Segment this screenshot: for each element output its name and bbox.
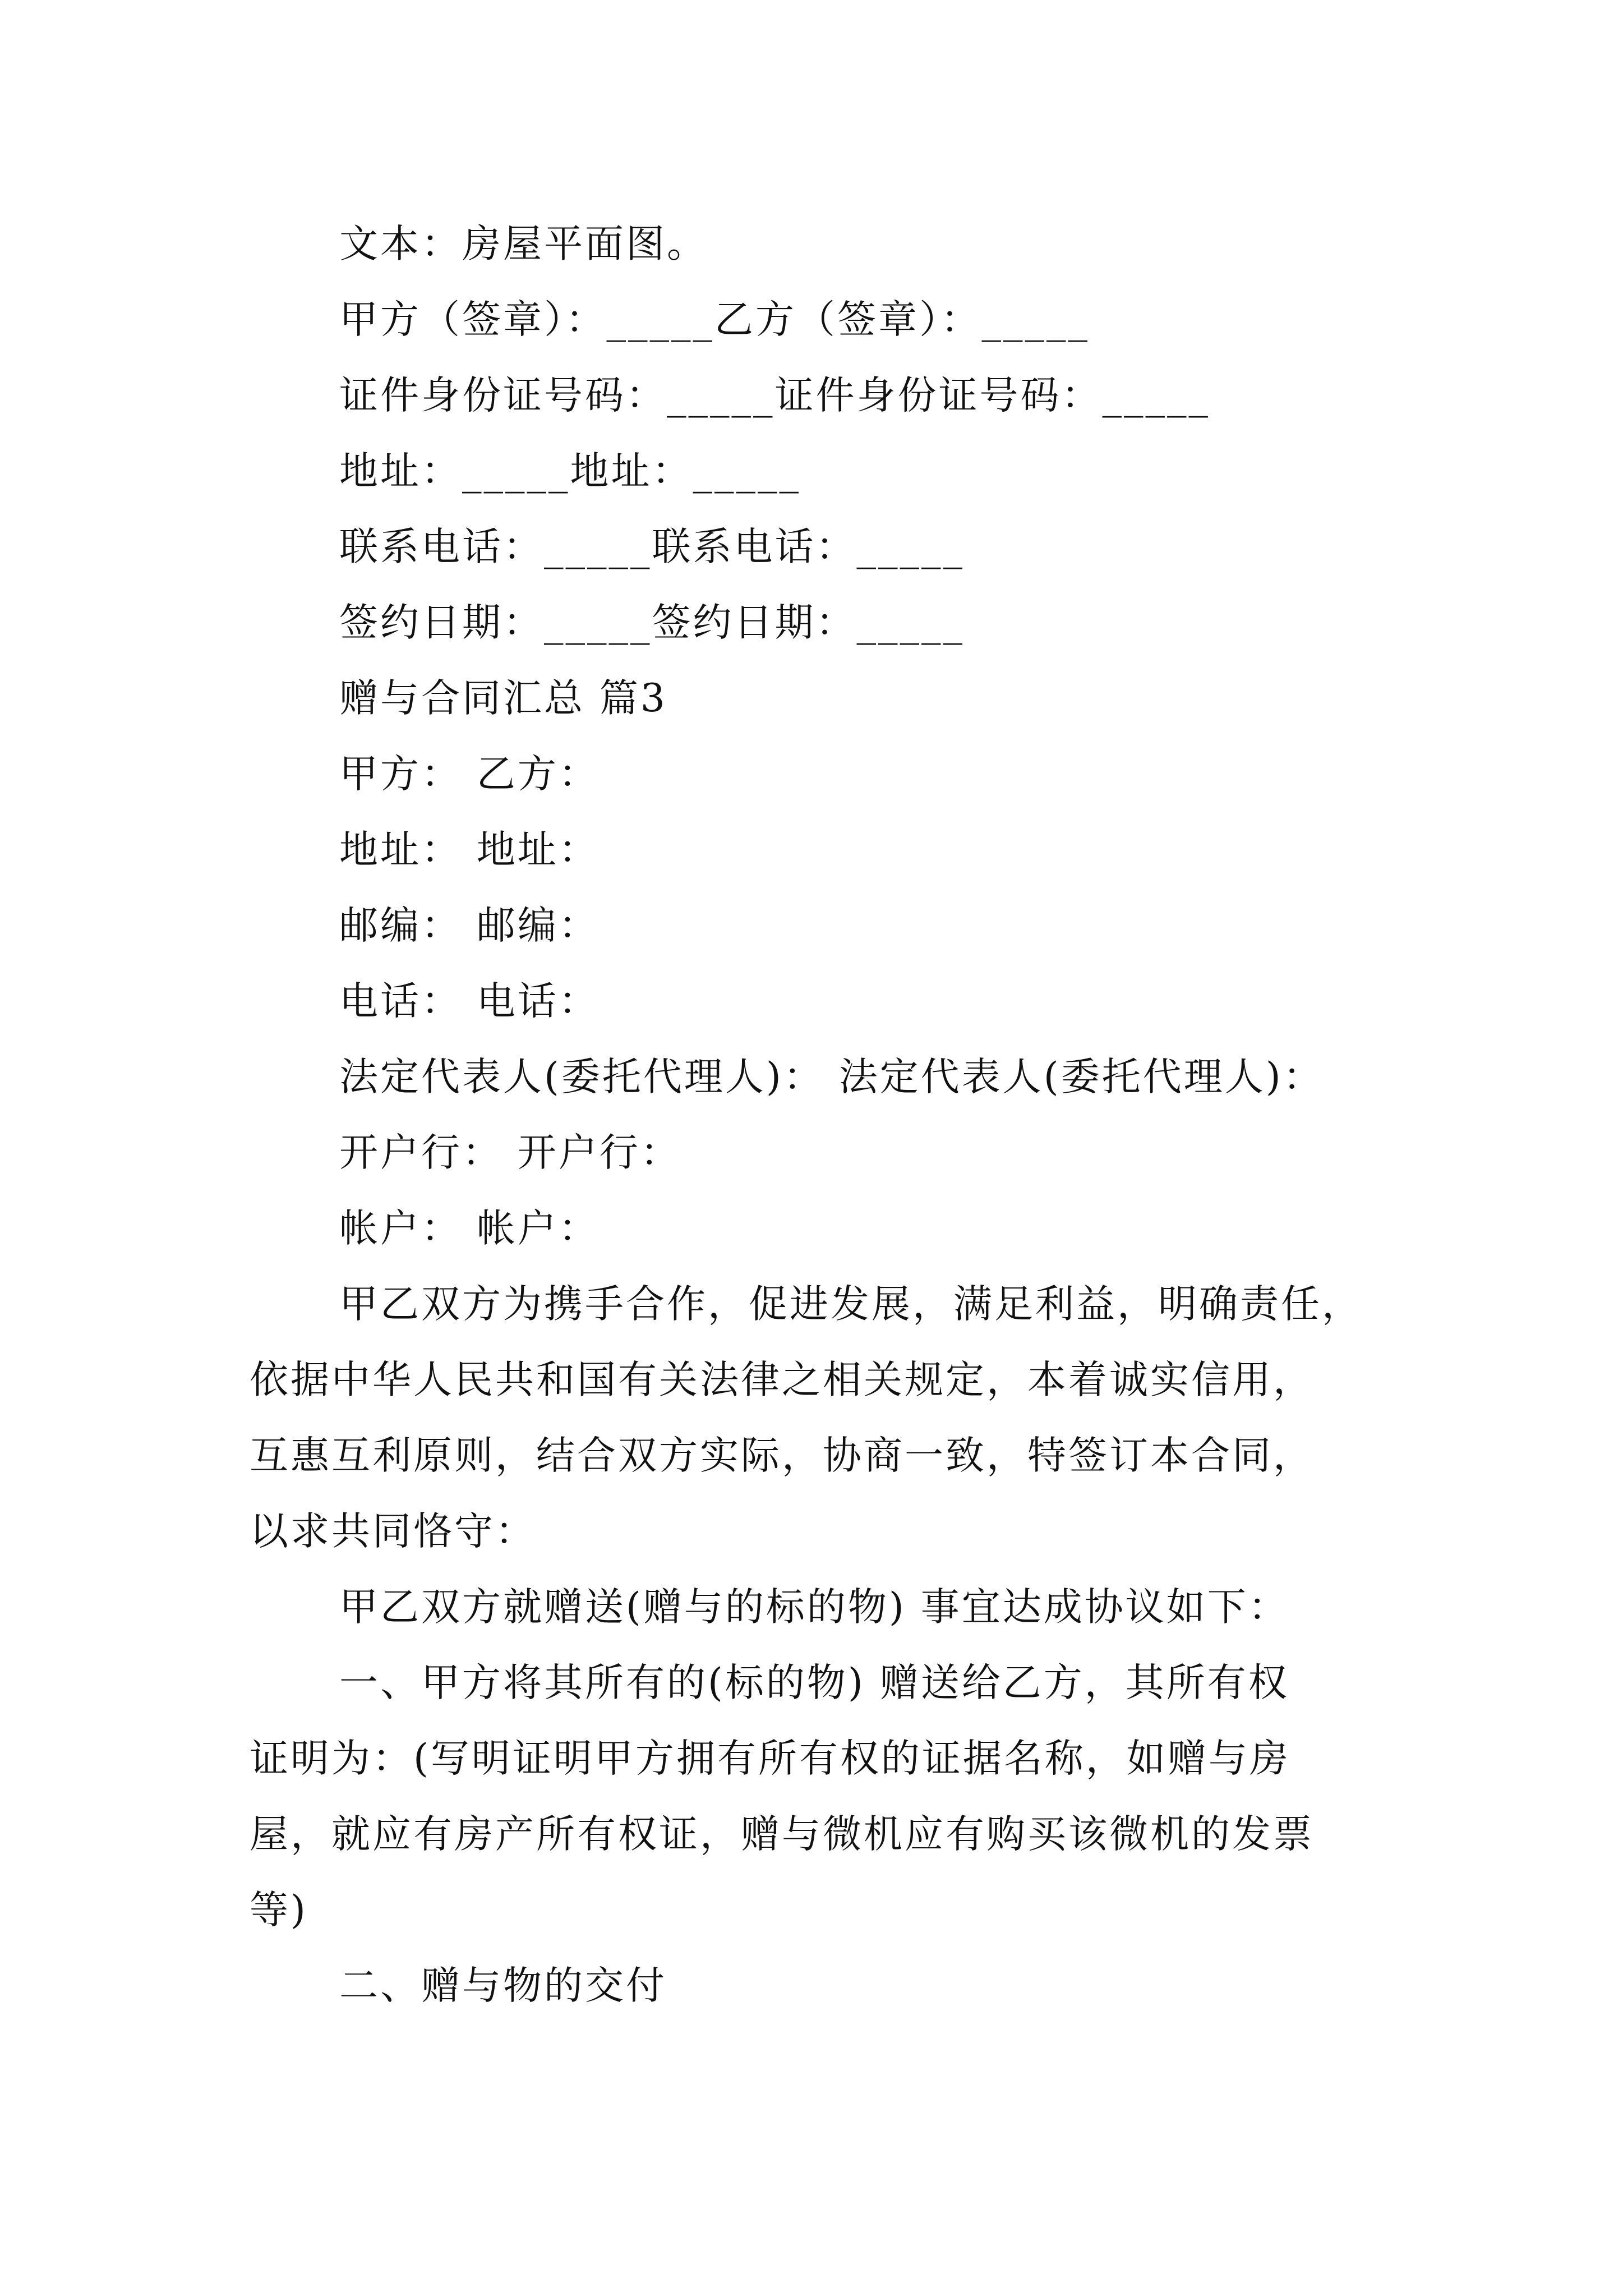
legal-representative-line: 法定代表人(委托代理人)： 法定代表人(委托代理人)： <box>339 1055 1324 1099</box>
party-address-line: 地址： 地址： <box>339 827 600 872</box>
clause-one-line: 证明为：(写明证明甲方拥有所有权的证据名称，如赠与房 <box>250 1736 1290 1781</box>
address-line: 地址：_____地址：_____ <box>339 449 801 494</box>
sign-date-line: 签约日期：_____签约日期：_____ <box>339 600 965 645</box>
bank-line: 开户行： 开户行： <box>339 1130 681 1175</box>
clause-one-line: 一、甲方将其所有的(标的物) 赠送给乙方，其所有权 <box>339 1660 1289 1705</box>
clause-one-line: 屋，就应有房产所有权证，赠与微机应有购买该微机的发票 <box>250 1812 1314 1857</box>
party-line: 甲方： 乙方： <box>339 752 600 797</box>
postcode-line: 邮编： 邮编： <box>339 903 600 948</box>
paragraph-line: 互惠互利原则，结合双方实际，协商一致，特签订本合同， <box>250 1433 1314 1478</box>
paragraph-line: 甲乙双方为携手合作，促进发展，满足利益，明确责任， <box>339 1282 1363 1327</box>
party-phone-line: 电话： 电话： <box>339 979 600 1024</box>
attachment-line: 文本：房屋平面图。 <box>339 222 708 266</box>
paragraph-line: 以求共同恪守： <box>250 1509 536 1554</box>
phone-line: 联系电话：_____联系电话：_____ <box>339 524 965 569</box>
paragraph-line: 依据中华人民共和国有关法律之相关规定，本着诚实信用， <box>250 1358 1314 1402</box>
id-number-line: 证件身份证号码：_____证件身份证号码：_____ <box>339 373 1210 418</box>
clause-two-heading: 二、赠与物的交付 <box>339 1963 667 2008</box>
agreement-line: 甲乙双方就赠送(赠与的标的物) 事宜达成协议如下： <box>339 1585 1289 1630</box>
clause-one-line: 等) <box>250 1888 308 1932</box>
section-heading: 赠与合同汇总 篇3 <box>339 676 667 721</box>
signature-line: 甲方（签章）：_____乙方（签章）：_____ <box>339 297 1090 342</box>
account-line: 帐户： 帐户： <box>339 1206 600 1251</box>
